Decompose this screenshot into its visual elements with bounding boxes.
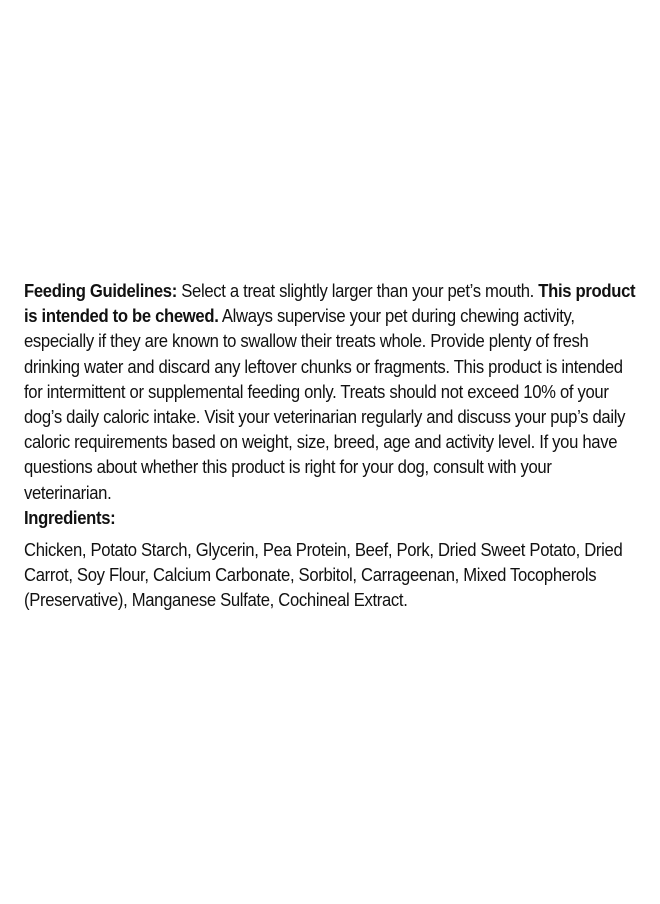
feeding-guidelines-label: Feeding Guidelines: [24, 281, 177, 301]
feeding-guidelines-text-1: Select a treat slightly larger than your pet’s mouth. [176, 281, 539, 301]
ingredients-heading: Ingredients: [24, 507, 116, 528]
feeding-guidelines-text-2: Always supervise your pet during chewing activity, especially if they are known to swallow their treats whole. Provide plenty of fresh drinking water and discard any leftover chunks or fragments. This product is intended for intermittent or supplemental feeding only. Treats should not exceed 10% of your dog’s daily caloric intake. Visit your veterinarian regularly and discuss your pup’s daily caloric requirements based on weight, size, breed, age and activity level. If you have questions about whether this product is right for your dog, consult with your veterinarian. [24, 306, 626, 503]
ingredients-list: Chicken, Potato Starch, Glycerin, Pea Protein, Beef, Pork, Dried Sweet Potato, Dried Carrot, Soy Flour, Calcium Carbonate, Sorbitol, Carrageenan, Mixed Tocopherols (Preservative), Manganese Sulfate, Cochineal Extract. [24, 540, 623, 611]
feeding-guidelines-emphasis: This product is intended to be chewed. [24, 281, 636, 327]
feeding-guidelines-paragraph [24, 279, 640, 506]
label-text-block [24, 279, 640, 614]
